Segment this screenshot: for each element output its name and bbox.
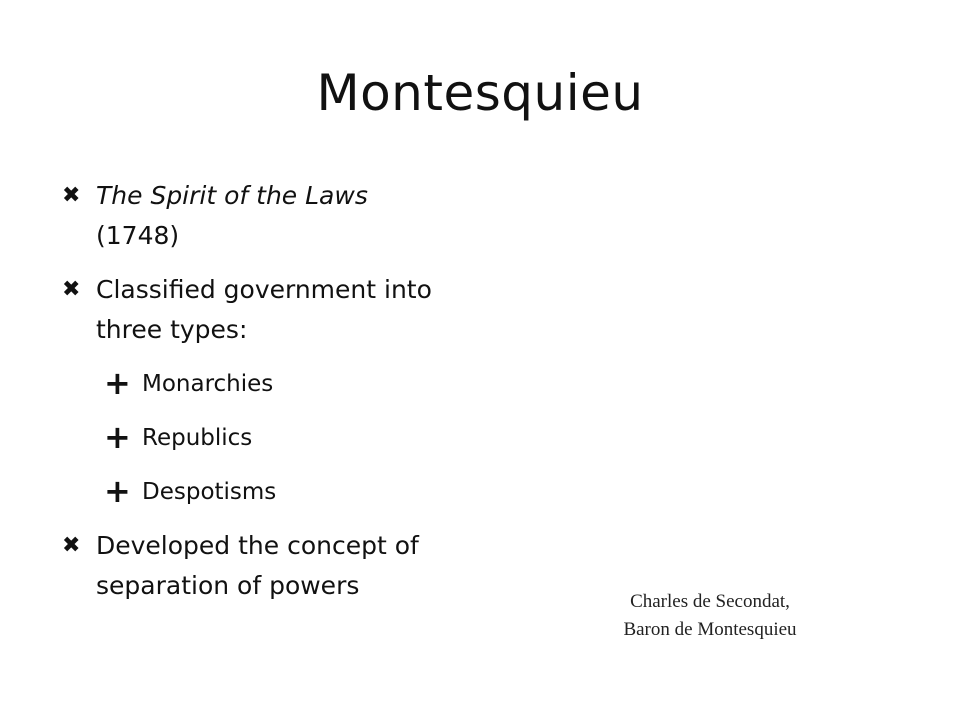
bullet-classified-government	[60, 270, 480, 350]
plus-icon: +	[104, 364, 131, 402]
book-year: (1748)	[96, 221, 180, 250]
sub-bullet-text: Despotisms	[142, 479, 277, 505]
plus-icon: +	[104, 418, 131, 456]
sub-bullet-republics	[60, 418, 480, 458]
x-mark-icon: ✖	[62, 183, 81, 208]
caption-line-1: Charles de Secondat,	[630, 591, 790, 612]
portrait-caption	[590, 588, 830, 644]
bullet-text: Developed the concept of separation of powers	[96, 531, 419, 600]
bullet-text: Classified government into three types:	[96, 275, 432, 344]
plus-icon: +	[104, 472, 131, 510]
bullet-list	[60, 176, 480, 620]
sub-bullet-monarchies	[60, 364, 480, 404]
bullet-spirit-of-laws	[60, 176, 480, 256]
caption-line-2: Baron de Montesquieu	[623, 619, 797, 640]
sub-bullet-text: Monarchies	[142, 371, 274, 397]
sub-bullet-text: Republics	[142, 425, 253, 451]
x-mark-icon: ✖	[62, 533, 81, 558]
sub-bullet-despotisms	[60, 472, 480, 512]
slide-title: Montesquieu	[316, 64, 644, 122]
book-title: The Spirit of the Laws	[96, 181, 368, 210]
x-mark-icon: ✖	[62, 277, 81, 302]
bullet-separation-of-powers	[60, 526, 480, 606]
